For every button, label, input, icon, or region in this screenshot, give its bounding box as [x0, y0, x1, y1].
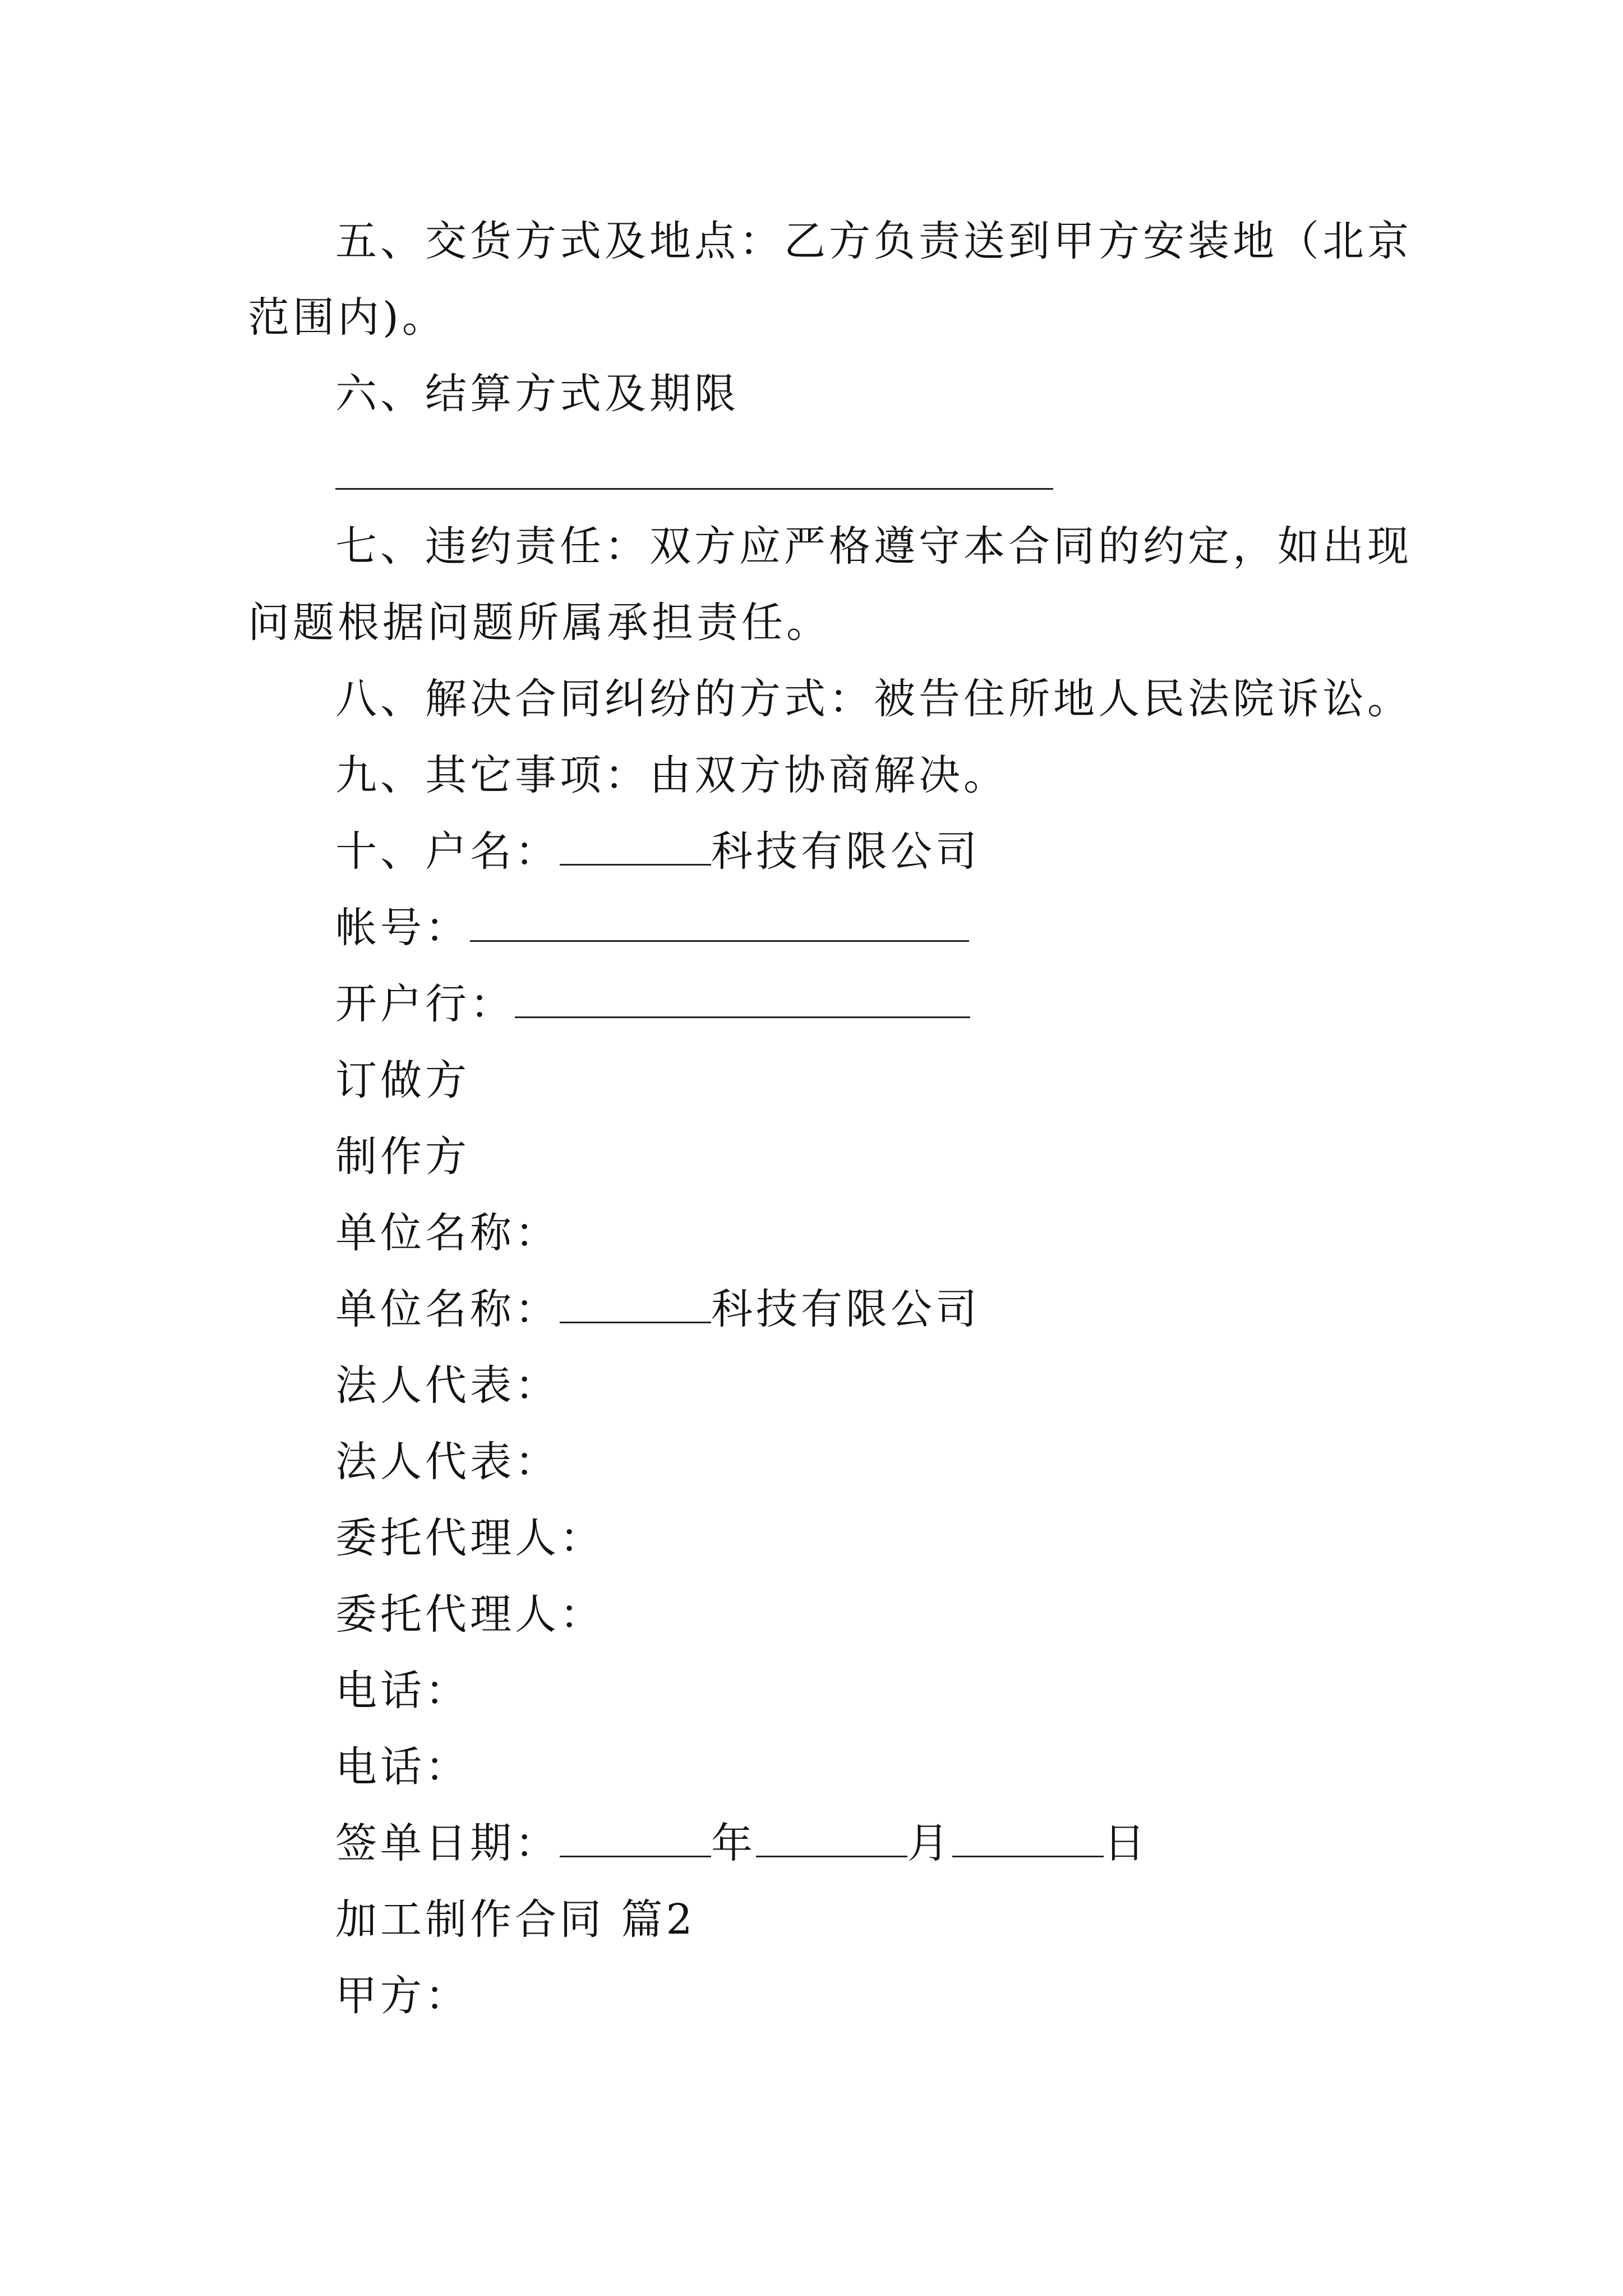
account-holder-blank — [560, 830, 711, 866]
maker-phone-label: 电话： — [335, 1743, 470, 1791]
signing-month-blank — [756, 1822, 907, 1857]
signing-year-blank — [560, 1822, 711, 1857]
orderer-unit-name-label: 单位名称： — [335, 1209, 560, 1257]
clause-settlement: 六、结算方式及期限 — [335, 370, 739, 418]
signing-year-label: 年 — [711, 1819, 756, 1867]
orderer-phone-label: 电话： — [335, 1667, 470, 1715]
maker-unit-name-line — [335, 1283, 980, 1335]
settlement-blank-line — [335, 488, 1053, 490]
party-maker: 制作方 — [335, 1133, 470, 1181]
orderer-agent-label: 委托代理人： — [335, 1514, 605, 1562]
account-holder-line — [335, 826, 980, 877]
signing-date-label: 签单日期： — [335, 1819, 560, 1867]
bank-label: 开户行： — [335, 980, 515, 1028]
signing-day-blank — [952, 1822, 1104, 1857]
bank-blank — [515, 983, 970, 1018]
section-title: 加工制作合同 篇2 — [335, 1895, 696, 1944]
clause-delivery-line1: 五、交货方式及地点：乙方负责送到甲方安装地（北京 — [335, 217, 1412, 265]
account-number-blank — [470, 907, 969, 942]
maker-legal-rep-label: 法人代表： — [335, 1438, 560, 1486]
maker-unit-name-suffix: 科技有限公司 — [711, 1285, 980, 1333]
maker-unit-name-label: 单位名称： — [335, 1285, 560, 1333]
signing-date-line — [335, 1818, 1149, 1869]
clause-dispute: 八、解决合同纠纷的方式：被告住所地人民法院诉讼。 — [335, 675, 1412, 723]
party-orderer: 订做方 — [335, 1056, 470, 1105]
clause-liability-line1: 七、违约责任：双方应严格遵守本合同的约定，如出现 — [335, 522, 1412, 570]
maker-agent-label: 委托代理人： — [335, 1590, 605, 1639]
signing-day-label: 日 — [1104, 1819, 1149, 1867]
account-holder-suffix: 科技有限公司 — [711, 827, 980, 876]
clause-other: 九、其它事项：由双方协商解决。 — [335, 751, 1008, 799]
account-number-label: 帐号： — [335, 904, 470, 952]
account-number-line — [335, 902, 969, 954]
party-a-label: 甲方： — [335, 1972, 470, 2020]
orderer-legal-rep-label: 法人代表： — [335, 1361, 560, 1410]
clause-delivery-line2: 范围内)。 — [248, 293, 447, 342]
maker-unit-name-blank — [560, 1288, 711, 1323]
account-holder-label: 十、户名： — [335, 827, 560, 876]
signing-month-label: 月 — [907, 1819, 952, 1867]
clause-liability-line2: 问题根据问题所属承担责任。 — [248, 599, 831, 647]
bank-line — [335, 978, 970, 1030]
